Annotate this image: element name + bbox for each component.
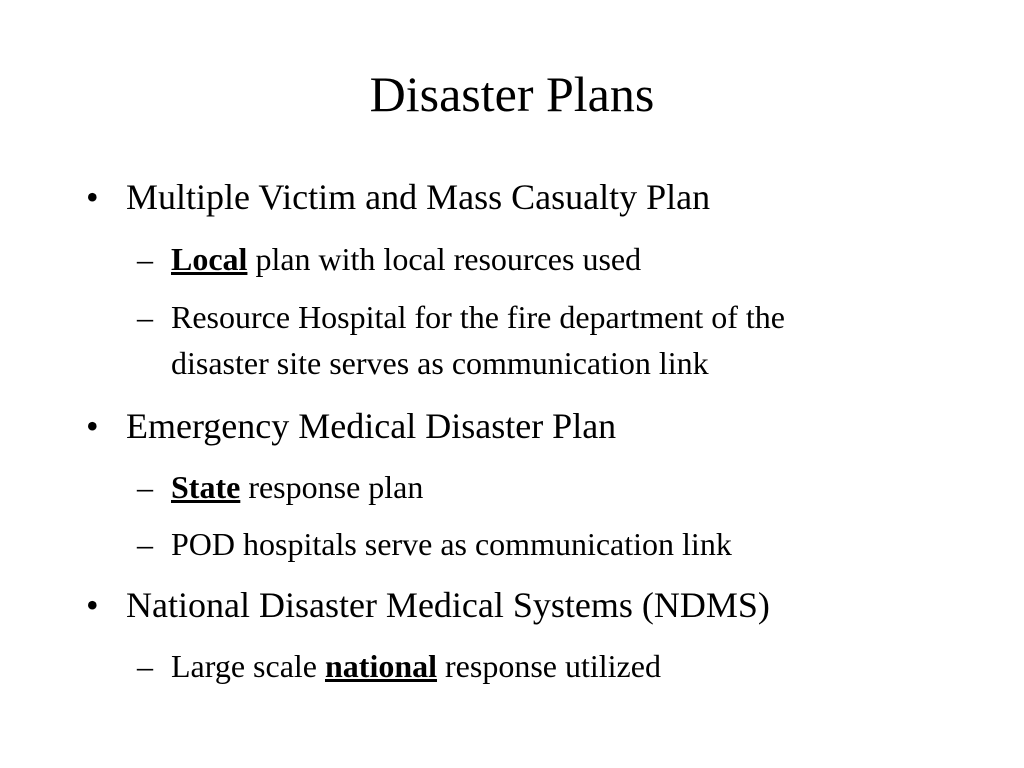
sub-bullet-line: disaster site serves as communication link xyxy=(171,345,709,381)
sub-bullet-text: response utilized xyxy=(437,648,661,684)
emphasis-text: State xyxy=(171,469,241,505)
bullet-text: National Disaster Medical Systems (NDMS) xyxy=(126,585,770,625)
sub-bullet-item xyxy=(137,294,971,386)
bullet-mark: • xyxy=(86,585,99,625)
sub-bullet-item xyxy=(137,643,971,689)
sub-bullet-item xyxy=(137,464,971,510)
dash-mark: – xyxy=(137,241,153,277)
dash-mark: – xyxy=(137,648,153,684)
emphasis-text: national xyxy=(324,648,438,684)
dash-mark: – xyxy=(137,469,153,505)
sub-bullet-text: response plan xyxy=(240,469,424,505)
sub-bullet-item xyxy=(137,521,971,567)
sub-bullet-item xyxy=(137,236,971,282)
sub-bullet-text: POD hospitals serve as communication link xyxy=(171,526,732,562)
dash-mark: – xyxy=(137,526,153,562)
sub-bullet-text: Large scale xyxy=(171,648,325,684)
sub-bullet-line: Resource Hospital for the fire department of the xyxy=(171,299,785,335)
bullet-mark: • xyxy=(86,406,99,446)
bullet-text: Emergency Medical Disaster Plan xyxy=(126,406,617,446)
bullet-mark: • xyxy=(86,177,99,217)
bullet-item xyxy=(86,176,711,218)
emphasis-text: Local xyxy=(171,241,248,277)
bullet-item xyxy=(86,584,770,626)
slide-title: Disaster Plans xyxy=(369,66,655,122)
dash-mark: – xyxy=(137,299,153,335)
bullet-item xyxy=(86,405,617,447)
sub-bullet-text: plan with local resources used xyxy=(247,241,642,277)
bullet-text: Multiple Victim and Mass Casualty Plan xyxy=(126,177,711,217)
